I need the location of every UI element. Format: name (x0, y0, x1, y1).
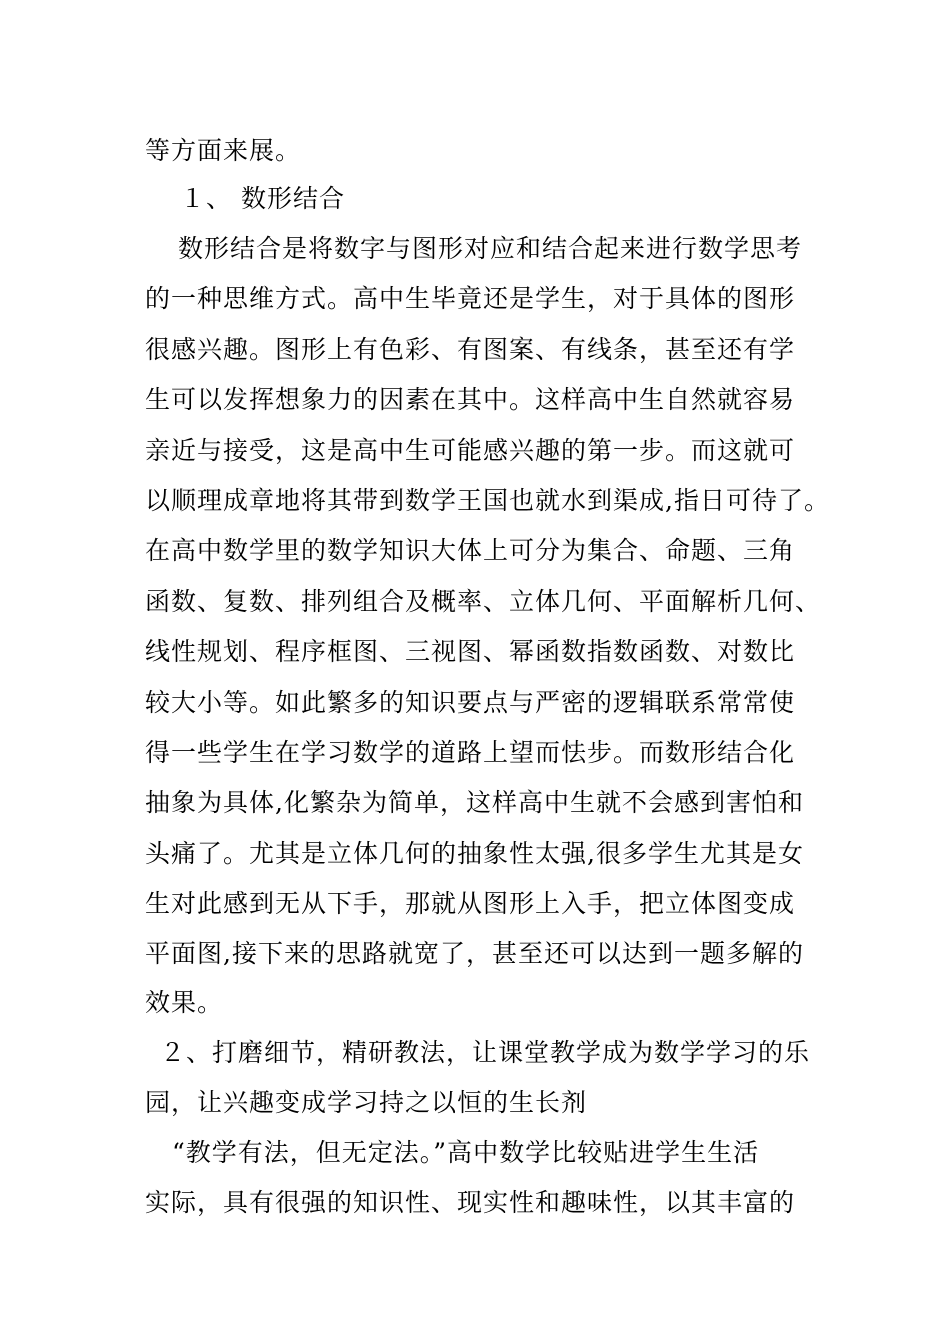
text-line: 线性规划、程序框图、三视图、幂函数指数函数、对数比 (145, 637, 796, 666)
text-line: 很感兴趣。图形上有色彩、有图案、有线条，甚至还有学 (145, 335, 796, 364)
text-line: 等方面来展。 (145, 136, 302, 165)
text-line: 得一些学生在学习数学的道路上望而怯步。而数形结合化 (145, 738, 796, 767)
text-line: 亲近与接受，这是高中生可能感兴趣的第一步。而这就可 (145, 436, 796, 465)
text-line: 较大小等。如此繁多的知识要点与严密的逻辑联系常常使 (145, 688, 796, 717)
paragraph-first-line: “教学有法，但无定法。”高中数学比较贴进学生生活 (172, 1138, 760, 1167)
text-line: 效果。 (145, 988, 224, 1017)
text-line: 的一种思维方式。高中生毕竟还是学生，对于具体的图形 (145, 284, 796, 313)
text-line: 在高中数学里的数学知识大体上可分为集合、命题、三角 (145, 536, 796, 565)
text-line: 抽象为具体,化繁杂为简单，这样高中生就不会感到害怕和 (145, 788, 804, 817)
text-line: 实际，具有很强的知识性、现实性和趣味性，以其丰富的 (145, 1188, 796, 1217)
text-line: 头痛了。尤其是立体几何的抽象性太强,很多学生尤其是女 (145, 839, 804, 868)
text-line: 园，让兴趣变成学习持之以恒的生长剂 (145, 1088, 588, 1117)
text-line: 生可以发挥想象力的因素在其中。这样高中生自然就容易 (145, 385, 796, 414)
text-line: 平面图,接下来的思路就宽了，甚至还可以达到一题多解的 (145, 939, 804, 968)
section-heading: １、 数形结合 (180, 184, 345, 213)
section-heading: ２、打磨细节，精研教法，让课堂教学成为数学学习的乐 (160, 1038, 811, 1067)
text-line: 以顺理成章地将其带到数学王国也就水到渠成,指日可待了。 (145, 486, 830, 515)
paragraph-first-line: 数形结合是将数字与图形对应和结合起来进行数学思考 (178, 234, 803, 263)
text-line: 生对此感到无从下手，那就从图形上入手，把立体图变成 (145, 889, 796, 918)
text-line: 函数、复数、排列组合及概率、立体几何、平面解析几何、 (145, 587, 822, 616)
